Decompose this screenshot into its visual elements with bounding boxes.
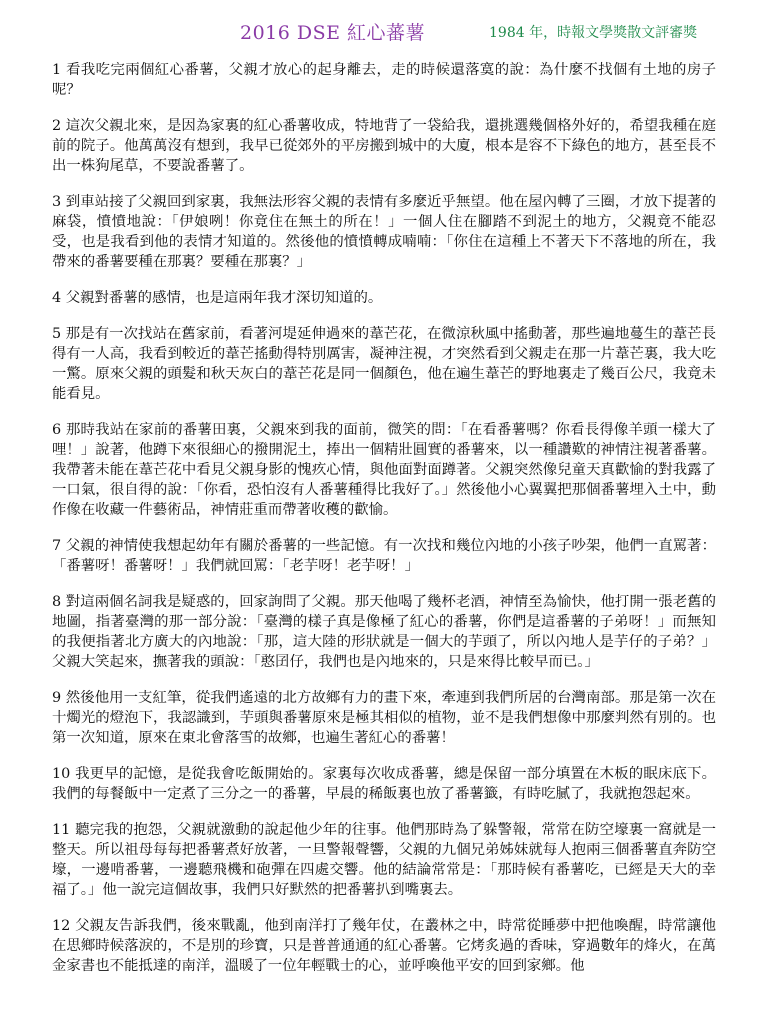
paragraph-10: 10 我更早的記憶，是從我會吃飯開始的。家裏每次收成番薯，總是保留一部分填置在木板的眠床底下。我們的每餐飯中一定煮了三分之一的番薯，早晨的稀飯裏也放了番薯籤，有時吃膩了，我就抱怨起來。 (52, 766, 716, 802)
paragraph-4: 4 父親對番薯的感情，也是這兩年我才深切知道的。 (52, 290, 383, 306)
paragraph-9: 9 然後他用一支紅筆，從我們遙遠的北方故鄉有力的畫下來，牽連到我們所居的台灣南部。那是第一次在十燭光的燈泡下，我認識到，芋頭與番薯原來是極其相似的植物，並不是我們想像中那麼判然有別的。也第一次知道，原來在東北會落雪的故鄉，也遍生著紅心的番薯！ (52, 690, 716, 746)
paragraph-2: 2 這次父親北來，是因為家裏的紅心番薯收成，特地背了一袋給我，還挑選幾個格外好的，希望我種在庭前的院子。他萬萬沒有想到，我早已從郊外的平房搬到城中的大廈，根本是容不下綠色的地方，甚至長不出一株狗尾草，不要說番薯了。 (52, 118, 716, 174)
page-title: 2016 DSE 紅心蕃薯 (240, 22, 426, 44)
paragraph-3: 3 到車站接了父親回到家裏，我無法形容父親的表情有多麼近乎無望。他在屋內轉了三圈，才放下提著的麻袋，憤憤地說：「伊娘咧！你竟住在無土的所在！」一個人住在腳踏不到泥土的地方，父親竟不能忍受，也是我看到他的表情才知道的。然後他的憤憤轉成喃喃：「你住在這種上不著天下不落地的所在，我帶來的番薯要種在那裏？要種在那裏？」 (52, 194, 716, 270)
paragraph-7: 7 父親的神情使我想起幼年有關於番薯的一些記憶。有一次找和幾位內地的小孩子吵架，他們一直罵著：「番薯呀！番薯呀！」我們就回罵：「老芋呀！老芋呀！」 (52, 538, 716, 574)
paragraph-1: 1 看我吃完兩個紅心番薯，父親才放心的起身離去，走的時候還落寞的說：為什麼不找個有土地的房子呢？ (52, 62, 716, 98)
paragraph-12: 12 父親友告訴我們，後來戰亂，他到南洋打了幾年仗，在叢林之中，時常從睡夢中把他喚醒，時常讓他在思鄉時候落淚的，不是別的珍寶，只是普普通通的紅心番薯。它烤炙過的香味，穿過數年的烽火，在萬金家書也不能抵達的南洋，溫暖了一位年輕戰士的心，並呼喚他平安的回到家鄉。他 (52, 918, 716, 974)
paragraph-6: 6 那時我站在家前的番薯田裏，父親來到我的面前，微笑的問：「在看番薯嗎？你看長得像羊頭一樣大了哩！」說著，他蹲下來很細心的撥開泥土，捧出一個精壯圓實的番薯來，以一種讚歎的神情注視著番薯。我帶著未能在葦芒花中看見父親身影的愧疚心情，與他面對面蹲著。父親突然像兒童天真歡愉的對我露了一口氣，很自得的說：「你看，恐怕沒有人番薯種得比我好了。」然後他小心翼翼把那個番薯埋入土中，動作像在收藏一件藝術品，神情莊重而帶著收穫的歡愉。 (52, 422, 716, 518)
paragraph-8: 8 對這兩個名詞我是疑惑的，回家詢問了父親。那天他喝了幾杯老酒，神情至為愉快，他打開一張老舊的地圖，指著臺灣的那一部分說：「臺灣的樣子真是像極了紅心的番薯，你們是這番薯的子弟呀！」而無知的我便指著北方廣大的內地說：「那，這大陸的形狀就是一個大的芋頭了，所以內地人是芋仔的子弟？」父親大笑起來，撫著我的頭說：「憨囝仔，我們也是內地來的，只是來得比較早而已。」 (52, 594, 716, 670)
paragraph-11: 11 聽完我的抱怨，父親就激動的說起他少年的往事。他們那時為了躲警報，常常在防空壕裏一窩就是一整天。所以祖母每每把番薯煮好放著，一旦警報聲響，父親的九個兄弟姊妹就每人抱兩三個番薯直奔防空壕，一邊啃番薯，一邊聽飛機和砲彈在四處交響。他的結論常常是：「那時候有番薯吃，已經是天大的幸福了。」他一說完這個故事，我們只好默然的把番薯扒到嘴裏去。 (52, 822, 716, 898)
award-note: 1984 年，時報文學獎散文評審獎 (489, 25, 698, 41)
paragraph-5: 5 那是有一次找站在舊家前，看著河堤延伸過來的葦芒花，在微涼秋風中搖動著，那些遍地蔓生的葦芒長得有一人高，我看到較近的葦芒搖動得特別厲害，凝神注視，才突然看到父親走在那一片葦芒裏，我大吃一驚。原來父親的頭髮和秋天灰白的葦芒花是同一個顏色，他在遍生葦芒的野地裏走了幾百公尺，我竟未能看見。 (52, 326, 716, 402)
essay-body (52, 60, 716, 992)
